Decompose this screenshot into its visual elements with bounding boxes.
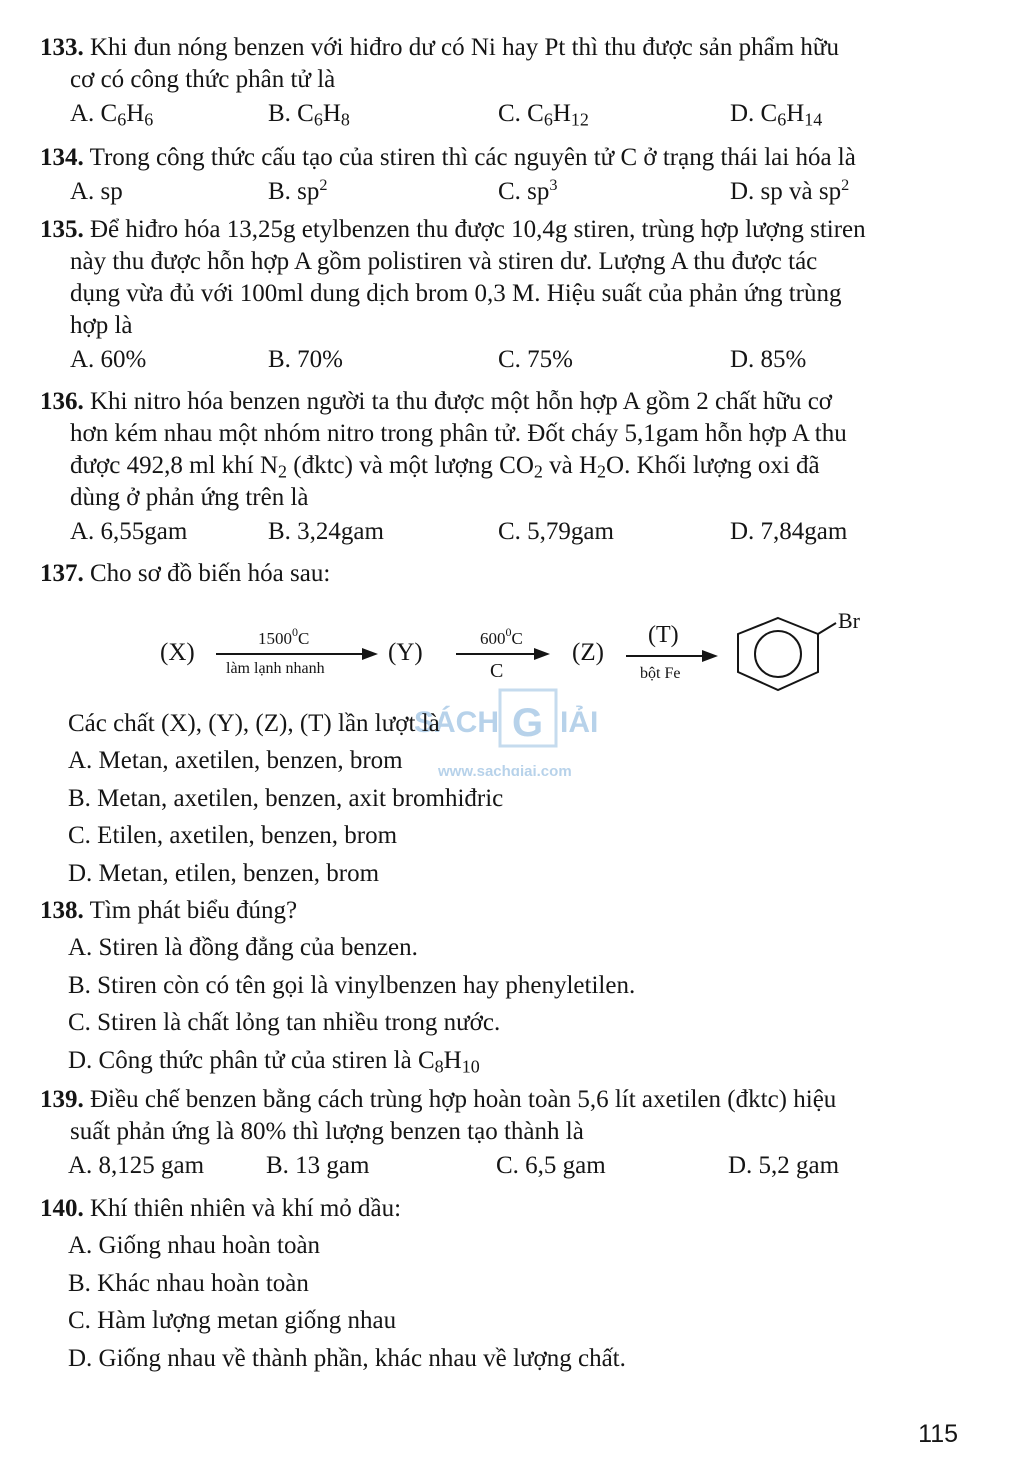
options-row [40,174,960,210]
option-b[interactable]: B. Stiren còn có tên gọi là vinylbenzen hay phenyletilen. [68,971,636,999]
question-138 [40,892,960,1079]
question-stem [40,558,960,590]
question-text-line: Điều chế benzen bằng cách trùng hợp hoàn toàn 5,6 lít axetilen (đktc) hiệu [90,1086,837,1113]
arrow3-condition-top: (T) [648,622,679,648]
question-text-line: hợp là [70,312,133,339]
option-d[interactable]: D. $C_6H_{14}$ [730,100,823,130]
question-text-line: Để hiđro hóa 13,25g etylbenzen thu được 10,4g stiren, trùng hợp lượng stiren [90,216,866,243]
question-stem [40,214,960,342]
arrow2-condition-bottom: C [490,660,504,682]
option-a[interactable]: A. Metan, axetilen, benzen, brom [68,747,403,774]
options-row [40,96,960,132]
question-135 [40,214,960,378]
question-number: 135. [40,216,84,243]
option-a[interactable]: A. 8,125 gam [68,1152,205,1179]
option-b[interactable]: B. 3,24gam [268,518,384,545]
question-number: 140. [40,1195,84,1222]
compound-x-label: (X) [160,639,195,666]
question-137-options [40,705,960,892]
question-133 [40,32,960,132]
watermark-brand-right: IẢI [560,706,599,739]
question-stem [40,1190,960,1227]
question-number: 136. [40,388,84,415]
question-text-line: dùng ở phản ứng trên là [70,484,309,511]
option-c[interactable]: C. $C_6H_{12}$ [498,100,589,130]
option-a[interactable]: A. Giống nhau hoàn toàn [68,1232,321,1259]
option-d[interactable]: D. 5,2 gam [728,1152,840,1179]
arrow2-head [534,648,550,660]
option-d[interactable]: D. 85% [730,346,807,373]
arrow1-condition-top: 1500$^0$C [258,625,310,648]
question-number: 133. [40,34,84,61]
option-b[interactable]: B. 70% [268,346,343,373]
page-number: 115 [918,1420,958,1448]
question-subquestion [40,705,960,742]
option-a[interactable]: A. 6,55gam [70,518,188,545]
option-d[interactable]: D. Giống nhau về thành phần, khác nhau về lượng chất. [68,1344,626,1372]
question-number: 138. [40,897,84,924]
question-text-line: Trong công thức cấu tạo của stiren thì các nguyên tử C ở trạng thái lai hóa là [89,144,856,171]
question-text-line: Khí thiên nhiên và khí mỏ dầu: [90,1195,402,1222]
arrow3-condition-bottom: bột Fe [640,665,681,682]
question-text-line: Cho sơ đồ biến hóa sau: [90,560,331,587]
option-b[interactable]: B. Khác nhau hoàn toàn [68,1269,309,1297]
option-c[interactable]: C. $sp^3$ [498,176,558,205]
option-a[interactable]: A. 60% [70,346,147,373]
question-136 [40,386,960,550]
option-c[interactable]: C. 5,79gam [498,518,614,545]
question-stem [40,386,960,514]
option-b[interactable]: B. 13 gam [266,1152,370,1179]
option-d[interactable]: D. 7,84gam [730,518,848,545]
question-text-line: được 492,8 ml khí $N_2$ (đktc) và một lượng $CO_2$ và $H_2O$. Khối lượng oxi đã [70,452,820,482]
option-b[interactable]: B. Metan, axetilen, benzen, axit bromhiđric [68,784,504,812]
question-number: 139. [40,1086,84,1113]
question-139 [40,1084,960,1184]
arrow3-head [702,650,718,662]
question-134 [40,142,960,210]
options-row [40,342,960,378]
watermark-url: www.sachgiai.com [438,763,572,776]
option-b[interactable]: B. $sp^2$ [268,176,328,205]
question-number: 134. [40,144,84,171]
br-bond [818,623,836,634]
option-c[interactable]: C. Etilen, axetilen, benzen, brom [68,822,398,849]
question-text-line: Các chất (X), (Y), (Z), (T) lần lượt là [68,710,440,737]
arrow2-condition-top: $600^0C$ [480,625,523,648]
question-text-line: này thu được hỗn hợp A gồm polistiren và stiren dư. Lượng A thu được tác [70,248,818,275]
option-c[interactable]: C. Hàm lượng metan giống nhau [68,1307,397,1334]
aromatic-circle [755,631,801,677]
question-stem [40,142,960,174]
option-c[interactable]: C. 75% [498,346,573,373]
option-a[interactable]: A. Stiren là đồng đẳng của benzen. [68,934,418,961]
question-text-line: Khi đun nóng benzen với hiđro dư có Ni hay Pt thì thu được sản phẩm hữu [90,34,839,61]
watermark-brand-mid: G [512,701,544,745]
arrow1-condition-bottom: làm lạnh nhanh [226,660,325,677]
question-text-line: cơ có công thức phân tử là [70,66,336,93]
question-text-line: hơn kém nhau một nhóm nitro trong phân tử. Đốt cháy 5,1gam hỗn hợp A thu [70,420,847,447]
option-b[interactable]: B. $C_6H_8$ [268,100,350,130]
benzene-ring [738,618,818,690]
bromobenzene-structure [738,608,861,690]
question-text-line: dụng vừa đủ với 100ml dung dịch brom 0,3 M. Hiệu suất của phản ứng trùng [70,280,842,307]
option-d[interactable]: D. sp và $sp^2$ [730,176,850,205]
question-137 [40,558,960,590]
watermark-brand-left: SÁCH [414,706,500,739]
question-stem [40,32,960,96]
option-d[interactable]: D. Công thức phân tử của stiren là $C_8H_{10}$ [68,1046,480,1076]
option-a[interactable]: A. $C_6H_6$ [70,100,154,130]
question-stem [40,892,960,929]
option-a[interactable]: A. sp [70,178,123,205]
option-c[interactable]: C. 6,5 gam [496,1152,606,1179]
compound-z-label: (Z) [572,639,604,666]
option-c[interactable]: C. Stiren là chất lỏng tan nhiều trong nước. [68,1009,501,1036]
question-text-line: suất phản ứng là 80% thì lượng benzen tạo thành là [70,1118,584,1145]
options-row [40,514,960,550]
compound-y-label: (Y) [388,639,423,666]
question-number: 137. [40,560,84,587]
question-text-line: Khi nitro hóa benzen người ta thu được một hỗn hợp A gồm 2 chất hữu cơ [90,388,833,415]
question-text-line: Tìm phát biểu đúng? [89,897,298,924]
question-stem [40,1084,960,1148]
option-d[interactable]: D. Metan, etilen, benzen, brom [68,859,380,887]
options-row [40,1148,960,1184]
question-140 [40,1190,960,1377]
bromine-label: Br [838,608,860,633]
arrow1-head [362,648,378,660]
